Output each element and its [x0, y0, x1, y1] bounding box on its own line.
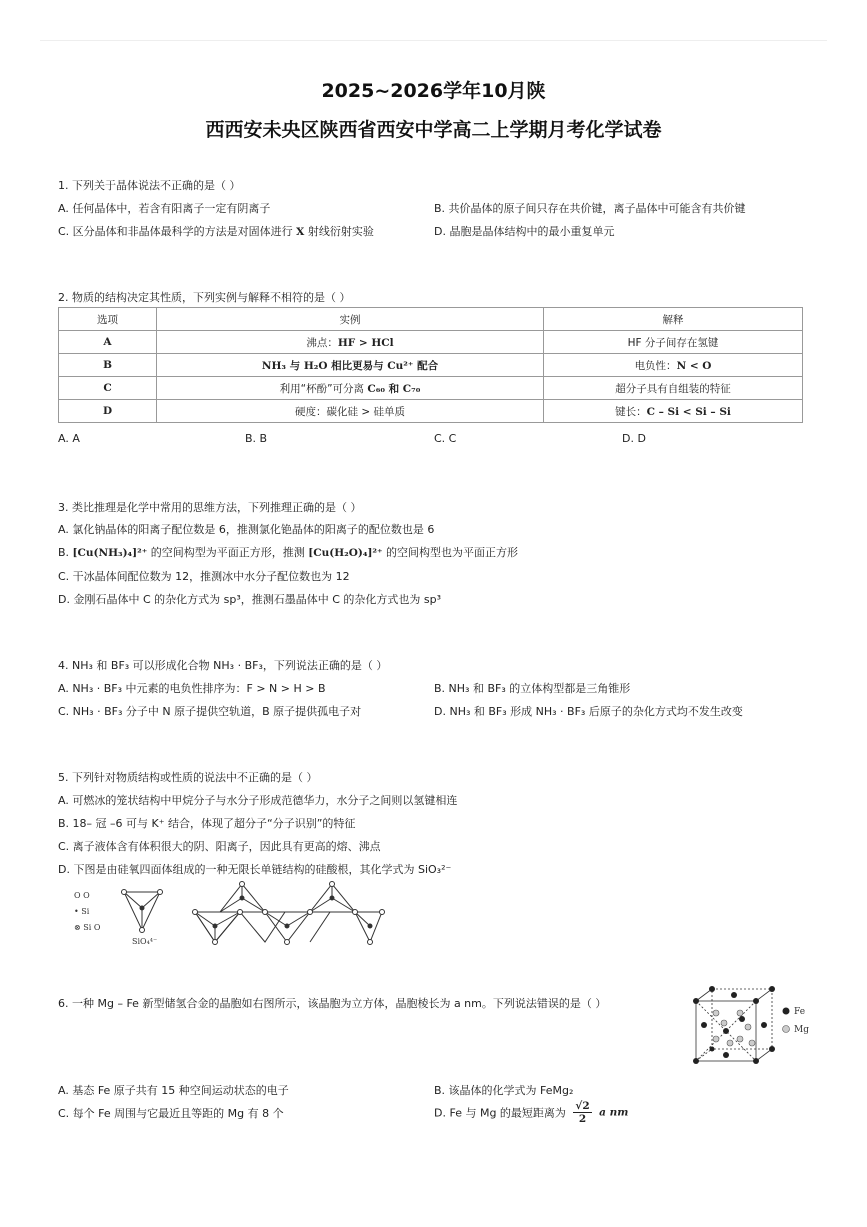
example-text: 硬度：碳化硅 > 硅单质 — [295, 405, 405, 418]
legend-o: O O — [74, 891, 90, 900]
q6-option-d[interactable] — [434, 1100, 628, 1125]
q6-option-a[interactable]: A. 基态 Fe 原子共有 15 种空间运动状态的电子 — [58, 1084, 289, 1097]
silicate-chain-figure — [70, 880, 400, 950]
q3-option-c[interactable]: C. 干冰晶体间配位数为 12，推测冰中水分子配位数也为 12 — [58, 570, 350, 583]
q4-option-a[interactable]: A. NH₃ · BF₃ 中元素的电负性排序为：F > N > H > B — [58, 682, 326, 695]
tetrahedron-unit — [122, 890, 163, 933]
explanation-text: HF 分子间存在氢键 — [627, 336, 719, 349]
fe-atoms — [693, 986, 775, 1064]
q5-option-a[interactable]: A. 可燃冰的笼状结构中甲烷分子与水分子形成范德华力，水分子之间则以氢键相连 — [58, 794, 458, 807]
q1-option-b[interactable]: B. 共价晶体的原子间只存在共价键，离子晶体中可能含有共价键 — [434, 202, 746, 215]
table-row — [59, 400, 803, 423]
q2-option-a[interactable]: A. A — [58, 432, 80, 445]
q6-d-pre: D. Fe 与 Mg 的最短距离为 — [434, 1106, 566, 1120]
page-title-line2: 西西安未央区陕西省西安中学高二上学期月考化学试卷 — [205, 119, 662, 141]
legend-fe: Fe — [794, 1007, 806, 1017]
header-option: 选项 — [59, 308, 157, 331]
q3-option-a[interactable]: A. 氯化钠晶体的阳离子配位数是 6，推测氯化铯晶体的阳离子的配位数也是 6 — [58, 523, 435, 536]
row-example — [157, 377, 544, 400]
example-text: 沸点： — [306, 336, 338, 349]
q4-stem: 4. NH₃ 和 BF₃ 可以形成化合物 NH₃ · BF₃，下列说法正确的是（ ） — [58, 659, 388, 672]
q4-option-d[interactable]: D. NH₃ 和 BF₃ 形成 NH₃ · BF₃ 后原子的杂化方式均不发生改变 — [434, 705, 743, 718]
mg-legend-icon — [783, 1026, 790, 1033]
tetrahedron-label: SiO₄⁴⁻ — [132, 937, 158, 946]
q1-option-c[interactable] — [58, 223, 374, 239]
q2-option-c[interactable]: C. C — [434, 432, 457, 445]
explanation-text: 键长： — [615, 405, 647, 418]
q3-b-pre: B. — [58, 546, 73, 559]
cube-frame — [696, 989, 772, 1061]
row-explanation — [544, 400, 803, 423]
row-option: D — [59, 400, 157, 423]
row-explanation — [544, 377, 803, 400]
top-rule — [40, 40, 827, 41]
q3-b-formula2: [Cu(H₂O)₄]²⁺ — [308, 547, 383, 559]
q6-stem: 6. 一种 Mg – Fe 新型储氢合金的晶胞如右图所示，该晶胞为立方体，晶胞棱长为 a nm。下列说法错误的是（ ） — [58, 997, 607, 1010]
q1-option-d[interactable]: D. 晶胞是晶体结构中的最小重复单元 — [434, 225, 615, 238]
q2-stem: 2. 物质的结构决定其性质，下列实例与解释不相符的是（ ） — [58, 291, 351, 304]
q5-option-b[interactable]: B. 18– 冠 –6 可与 K⁺ 结合，体现了超分子“分子识别”的特征 — [58, 817, 356, 830]
q2-option-d[interactable]: D. D — [622, 432, 646, 445]
fraction-numerator: √2 — [575, 1100, 590, 1112]
q4-option-c[interactable]: C. NH₃ · BF₃ 分子中 N 原子提供空轨道，B 原子提供孤电子对 — [58, 705, 362, 718]
row-explanation — [544, 354, 803, 377]
table-row — [59, 377, 803, 400]
q5-option-d[interactable]: D. 下图是由硅氧四面体组成的一种无限长单链结构的硅酸根，其化学式为 SiO₃²⁻ — [58, 863, 452, 876]
q6-d-post: a nm — [599, 1106, 629, 1119]
table-row — [59, 331, 803, 354]
explanation-formula: N < O — [676, 359, 712, 372]
row-option: C — [59, 377, 157, 400]
fe-legend-icon — [783, 1008, 790, 1015]
legend-mg: Mg — [794, 1025, 809, 1035]
explanation-text: 电负性： — [634, 359, 677, 372]
legend-si: • Si — [74, 907, 90, 916]
explanation-formula: C – Si < Si – Si — [646, 405, 731, 418]
q3-option-d[interactable]: D. 金刚石晶体中 C 的杂化方式为 sp³，推测石墨晶体中 C 的杂化方式也为 sp³ — [58, 593, 442, 606]
legend-si-o: ⊗ Si O — [74, 923, 101, 932]
row-example — [157, 354, 544, 377]
q2-table — [58, 307, 803, 423]
q3-b-mid: 的空间构型为平面正方形，推测 — [147, 546, 309, 559]
mg-atoms — [713, 1010, 755, 1046]
q4-option-b[interactable]: B. NH₃ 和 BF₃ 的立体构型都是三角锥形 — [434, 682, 631, 695]
q1-c-post: 射线衍射实验 — [304, 225, 374, 238]
explanation-text: 超分子具有自组装的特征 — [615, 382, 731, 395]
q3-option-b[interactable] — [58, 544, 518, 560]
q5-option-c[interactable]: C. 离子液体含有体积很大的阴、阳离子，因此具有更高的熔、沸点 — [58, 840, 381, 853]
q5-stem: 5. 下列针对物质结构或性质的说法中不正确的是（ ） — [58, 771, 318, 784]
header-example: 实例 — [157, 308, 544, 331]
q1-stem: 1. 下列关于晶体说法不正确的是（ ） — [58, 179, 241, 192]
q3-b-post: 的空间构型也为平面正方形 — [382, 546, 519, 559]
chain-structure — [193, 882, 385, 945]
row-explanation — [544, 331, 803, 354]
table-row — [59, 354, 803, 377]
row-option: A — [59, 331, 157, 354]
q3-b-formula1: [Cu(NH₃)₄]²⁺ — [72, 547, 148, 559]
example-formula: C₆₀ 和 C₇₀ — [367, 382, 421, 395]
page-title-line1: 2025~2026学年10月陕 — [321, 80, 546, 102]
table-header-row — [59, 308, 803, 331]
q6-d-fraction — [573, 1100, 591, 1125]
example-formula: HF > HCl — [337, 336, 394, 349]
row-example — [157, 331, 544, 354]
q6-option-c[interactable]: C. 每个 Fe 周围与它最近且等距的 Mg 有 8 个 — [58, 1107, 284, 1120]
example-text: 利用“杯酚”可分离 — [279, 382, 368, 395]
row-example — [157, 400, 544, 423]
row-option: B — [59, 354, 157, 377]
q3-stem: 3. 类比推理是化学中常用的思维方法，下列推理正确的是（ ） — [58, 501, 362, 514]
q2-option-b[interactable]: B. B — [245, 432, 268, 445]
q1-c-pre: C. 区分晶体和非晶体最科学的方法是对固体进行 — [58, 225, 297, 238]
fraction-denominator: 2 — [578, 1113, 587, 1125]
q1-option-a[interactable]: A. 任何晶体中，若含有阳离子一定有阴离子 — [58, 202, 271, 215]
header-explanation: 解释 — [544, 308, 803, 331]
q1-c-x: X — [296, 226, 305, 238]
q6-option-b[interactable]: B. 该晶体的化学式为 FeMg₂ — [434, 1084, 574, 1097]
example-formula: NH₃ 与 H₂O 相比更易与 Cu²⁺ 配合 — [261, 359, 439, 372]
mg-fe-unit-cell-figure — [690, 985, 820, 1065]
